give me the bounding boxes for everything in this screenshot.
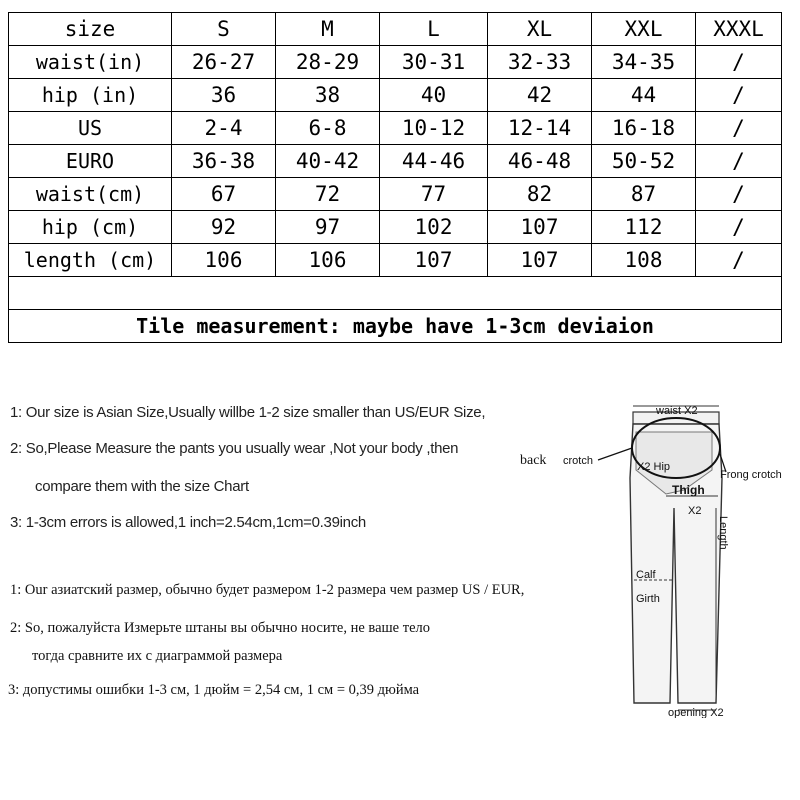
header-cell-s: S	[172, 13, 276, 46]
header-cell-l: L	[380, 13, 488, 46]
value-cell: 28-29	[276, 46, 380, 79]
blank-row	[9, 277, 782, 310]
value-cell: /	[696, 46, 782, 79]
thigh-x2-label: X2	[688, 505, 702, 517]
note-en-2: 2: So,Please Measure the pants you usually wear ,Not your body ,then	[10, 440, 459, 457]
value-cell: 67	[172, 178, 276, 211]
row-label-cell: waist(cm)	[9, 178, 172, 211]
measurement-note: Tile measurement: maybe have 1-3cm deviaion	[9, 310, 782, 343]
back-crotch-pointer	[598, 448, 632, 460]
value-cell: 72	[276, 178, 380, 211]
value-cell: 6-8	[276, 112, 380, 145]
thigh-label: Thigh	[672, 483, 705, 497]
value-cell: /	[696, 244, 782, 277]
value-cell: 10-12	[380, 112, 488, 145]
value-cell: 44	[592, 79, 696, 112]
value-cell: /	[696, 211, 782, 244]
table-row	[9, 178, 782, 211]
value-cell: 40	[380, 79, 488, 112]
value-cell: 112	[592, 211, 696, 244]
note-en-1: 1: Our size is Asian Size,Usually willbe 1-2 size smaller than US/EUR Size,	[10, 404, 486, 421]
row-label-cell: waist(in)	[9, 46, 172, 79]
row-label-cell: hip (cm)	[9, 211, 172, 244]
row-label-cell: EURO	[9, 145, 172, 178]
blank-cell	[9, 277, 782, 310]
value-cell: /	[696, 145, 782, 178]
value-cell: 107	[488, 211, 592, 244]
value-cell: /	[696, 112, 782, 145]
header-cell-size: size	[9, 13, 172, 46]
value-cell: 36	[172, 79, 276, 112]
header-cell-xxl: XXL	[592, 13, 696, 46]
value-cell: 106	[172, 244, 276, 277]
row-label-cell: US	[9, 112, 172, 145]
table-row	[9, 46, 782, 79]
value-cell: 12-14	[488, 112, 592, 145]
header-cell-xxxl: XXXL	[696, 13, 782, 46]
girth-label: Girth	[636, 593, 660, 605]
pants-diagram-svg	[516, 398, 800, 718]
value-cell: 42	[488, 79, 592, 112]
size-chart-table	[8, 12, 782, 343]
value-cell: 107	[488, 244, 592, 277]
calf-label: Calf	[636, 569, 656, 581]
value-cell: 36-38	[172, 145, 276, 178]
value-cell: 107	[380, 244, 488, 277]
value-cell: 32-33	[488, 46, 592, 79]
hip-label: X2 Hip	[637, 461, 671, 473]
length-label: Length	[717, 516, 729, 550]
value-cell: /	[696, 178, 782, 211]
note-ru-4: 3: допустимы ошибки 1-3 см, 1 дюйм = 2,54 см, 1 см = 0,39 дюйма	[8, 682, 420, 698]
waist-label: waist X2	[656, 405, 698, 417]
value-cell: 108	[592, 244, 696, 277]
row-label-cell: length (cm)	[9, 244, 172, 277]
header-cell-xl: XL	[488, 13, 592, 46]
note-ru-1: 1: Our азиатский размер, обычно будет размером 1-2 размера чем размер US / EUR,	[10, 582, 525, 598]
value-cell: 30-31	[380, 46, 488, 79]
table-row	[9, 211, 782, 244]
table-row	[9, 79, 782, 112]
value-cell: 46-48	[488, 145, 592, 178]
header-cell-m: M	[276, 13, 380, 46]
value-cell: 92	[172, 211, 276, 244]
note-en-3: compare them with the size Chart	[35, 478, 249, 495]
value-cell: 106	[276, 244, 380, 277]
pants-measurement-diagram	[516, 398, 800, 718]
back-label: back	[520, 453, 547, 468]
note-ru-3: тогда сравните их с диаграммой размера	[32, 648, 283, 664]
value-cell: 77	[380, 178, 488, 211]
front-crotch-label: Frong crotch	[720, 469, 782, 481]
row-label-cell: hip (in)	[9, 79, 172, 112]
value-cell: 97	[276, 211, 380, 244]
value-cell: 34-35	[592, 46, 696, 79]
opening-label: opening X2	[668, 707, 724, 718]
value-cell: 44-46	[380, 145, 488, 178]
value-cell: 2-4	[172, 112, 276, 145]
table-row	[9, 244, 782, 277]
table-row	[9, 112, 782, 145]
note-row	[9, 310, 782, 343]
value-cell: 16-18	[592, 112, 696, 145]
value-cell: 87	[592, 178, 696, 211]
size-chart-body	[9, 13, 782, 343]
back-crotch-label: crotch	[563, 455, 593, 467]
value-cell: 38	[276, 79, 380, 112]
value-cell: 102	[380, 211, 488, 244]
note-ru-2: 2: So, пожалуйста Измерьте штаны вы обычно носите, не ваше тело	[10, 620, 431, 636]
value-cell: 50-52	[592, 145, 696, 178]
table-row	[9, 145, 782, 178]
value-cell: /	[696, 79, 782, 112]
note-en-4: 3: 1-3cm errors is allowed,1 inch=2.54cm,1cm=0.39inch	[10, 514, 366, 531]
table-header-row	[9, 13, 782, 46]
value-cell: 40-42	[276, 145, 380, 178]
value-cell: 82	[488, 178, 592, 211]
value-cell: 26-27	[172, 46, 276, 79]
